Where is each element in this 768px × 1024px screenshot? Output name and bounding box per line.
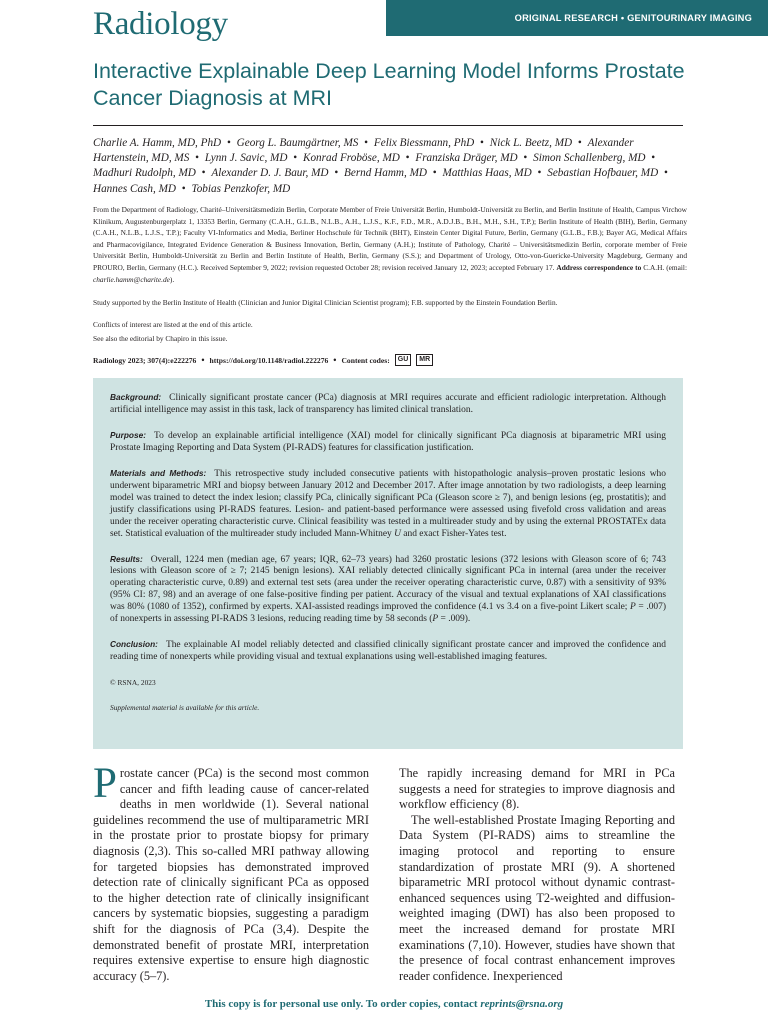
author-name: Madhuri Rudolph, MD bbox=[93, 167, 196, 180]
author-separator: • bbox=[198, 167, 209, 180]
abstract-text: = .009). bbox=[438, 614, 471, 625]
footer-text: This copy is for personal use only. To order copies, contact bbox=[204, 998, 481, 1010]
author-separator: • bbox=[648, 152, 656, 165]
abstract-text: This retrospective study included consecutive patients with histopathologic analysis–proven prostatic lesions who underwent biparametric MRI and biopsy between January 2012 and December 2017. After image annotation by two radiologists, a deep learning model was trained to detect the index lesion; classify PCa, clinically significant PCa (Gleason score ≥ 7), and benign lesions (eg, prostatitis); and justify classifications using PI-RADS features. Lesion- and patient-based performance were assessed using fivefold cross validation and areas under the receiver operating characteristic curve. Clinical feasibility was tested in a multireader study and by using the external PROSTATEx data set. Statistical evaluation of the multireader study included Mann-Whitney bbox=[110, 468, 666, 539]
affiliations bbox=[93, 204, 687, 285]
author-name: Georg L. Baumgärtner, MS bbox=[236, 137, 359, 149]
author-name: Alexander D. J. Baur, MD bbox=[211, 167, 329, 180]
bullet-separator: • bbox=[201, 354, 205, 365]
abstract-text: U bbox=[394, 528, 401, 539]
author-name: Lynn J. Savic, MD bbox=[204, 152, 288, 165]
author-name: Matthias Haas, MD bbox=[442, 167, 532, 180]
citation-doi[interactable]: https://doi.org/10.1148/radiol.222276 bbox=[209, 355, 329, 365]
body-column-left bbox=[93, 760, 369, 984]
author-separator: • bbox=[661, 167, 668, 180]
author-separator: • bbox=[224, 137, 234, 149]
abstract-purpose bbox=[110, 430, 666, 455]
author-name: Konrad Froböse, MD bbox=[302, 152, 400, 165]
author-separator: • bbox=[477, 137, 487, 149]
section-banner: ORIGINAL RESEARCH • GENITOURINARY IMAGING bbox=[386, 0, 768, 36]
author-separator: • bbox=[290, 152, 300, 165]
body-paragraph bbox=[93, 760, 369, 984]
abstract-methods bbox=[110, 468, 666, 541]
author-name: Alexander Hartenstein, MD, MS bbox=[93, 137, 634, 165]
body-column-right bbox=[399, 766, 675, 984]
abstract-heading: Purpose: bbox=[110, 429, 146, 440]
abstract-heading: Conclusion: bbox=[110, 639, 158, 650]
abstract-text: The explainable AI model reliably detected and classified clinically significant prostate cancer and improved the confidence and reading time of nonexperts while providing visual and textual explanations using well-established imaging features. bbox=[110, 640, 666, 663]
author-separator: • bbox=[331, 167, 342, 180]
author-name: Charlie A. Hamm, MD, PhD bbox=[93, 137, 222, 149]
author-name: Franziska Dräger, MD bbox=[415, 152, 518, 165]
conflicts-note: Conflicts of interest are listed at the end of this article. bbox=[93, 320, 253, 329]
affiliation-text: From the Department of Radiology, Charité–Universitätsmedizin Berlin, Corporate Member of Freie Universität Berlin, Humboldt-Universität zu Berlin, and Berlin Institute of Health, Campus Virchow Klinikum, Augustenburgerplatz 1, 13353 Berlin, Germany (C.A.H., G.L.B., N.L.B., A.H., L.J.S., K.F., F.D., M.R., A.D.J.B., B.H., M.H., S.H., T.P.); Berlin Institute of Health (BIH), Berlin, Germany (C.A.H., N.L.B., L.J.S., T.P.); Faculty VI-Informatics and Media, Berliner Hochschule für Technik (BHT), Einstein Center Digital Future, Berlin, Germany (G.L.B., F.B.); Bayer AG, Medical Affairs and Pharmacovigilance, Integrated Evidence Generation & Business Innovation, Berlin, Germany (A.H.); Institute of Pathology, Charité – Universitätsmedizin Berlin, corporate member of Freie Universität Berlin, Humboldt-Universität zu Berlin and Berlin Institute of Health, Berlin, Germany (S.S.); and Department of Urology, Otto-von-Guericke-University Magdeburg, Germany and PROURO, Berlin, Germany (H.C.). Received September 9, 2022; revision requested October 28; revision received January 12, 2023; accepted February 17. bbox=[93, 205, 687, 272]
abstract-results bbox=[110, 554, 666, 627]
abstract-text: and exact Fisher-Yates test. bbox=[400, 528, 507, 539]
author-name: Tobias Penzkofer, MD bbox=[191, 182, 291, 195]
author-separator: • bbox=[361, 137, 371, 149]
abstract-text: To develop an explainable artificial intelligence (XAI) model for clinically significant PCa diagnosis at biparametric MRI using Prostate Imaging Reporting and Data System (PI-RADS) features for classification justification. bbox=[110, 430, 666, 453]
abstract-heading: Results: bbox=[110, 553, 143, 564]
copyright: © RSNA, 2023 bbox=[110, 678, 156, 688]
author-name: Bernd Hamm, MD bbox=[344, 167, 427, 180]
content-code-badge: MR bbox=[416, 354, 433, 366]
support-note: Study supported by the Berlin Institute of Health (Clinician and Junior Digital Clinician Scientist program); F.B. supported by the Einstein Foundation Berlin. bbox=[93, 298, 558, 307]
correspondence-name: C.A.H. (email: bbox=[641, 262, 687, 272]
abstract-background bbox=[110, 392, 666, 417]
abstract-text: = .007) of nonexperts in assessing PI-RADS 3 lesions, reducing reading time by 58 seconds ( bbox=[110, 602, 666, 625]
abstract-text: P bbox=[432, 614, 439, 625]
supplemental-note: Supplemental material is available for this article. bbox=[110, 703, 260, 713]
abstract-heading: Background: bbox=[110, 392, 162, 402]
author-name: Hannes Cash, MD bbox=[93, 182, 176, 195]
author-separator: • bbox=[178, 182, 189, 195]
citation-line bbox=[93, 354, 687, 366]
article-title: Interactive Explainable Deep Learning Model Informs Prostate Cancer Diagnosis at MRI bbox=[93, 59, 685, 110]
abstract-text: Clinically significant prostate cancer (PCa) diagnosis at MRI requires accurate and efficient radiologic interpretation. Although artificial intelligence may assist in this task, lack of transparency has limited clinical translation. bbox=[110, 393, 666, 415]
body-paragraph: The rapidly increasing demand for MRI in PCa suggests a need for strategies to improve diagnosis and workflow efficiency (8). bbox=[399, 766, 675, 812]
abstract-text: P bbox=[630, 602, 636, 613]
author-list bbox=[93, 136, 688, 197]
author-separator: • bbox=[520, 152, 531, 165]
journal-name: Radiology bbox=[93, 6, 228, 42]
author-name: Sebastian Hofbauer, MD bbox=[547, 167, 659, 180]
author-separator: • bbox=[575, 137, 585, 149]
drop-cap: P bbox=[93, 760, 117, 807]
citation-ref: Radiology 2023; 307(4):e222276 bbox=[93, 355, 197, 365]
bullet-separator: • bbox=[333, 354, 337, 365]
author-separator: • bbox=[534, 167, 545, 180]
title-rule bbox=[93, 125, 683, 126]
author-separator: • bbox=[430, 167, 440, 180]
reprints-email[interactable]: reprints@rsna.org bbox=[480, 998, 564, 1010]
abstract-conclusion bbox=[110, 639, 666, 664]
author-name: Simon Schallenberg, MD bbox=[533, 152, 646, 165]
content-code-badge: GU bbox=[395, 354, 412, 366]
body-paragraph: The well-established Prostate Imaging Reporting and Data System (PI-RADS) aims to streamline the imaging protocol and reporting to ensure standardization of prostate MRI (9). A shortened biparametric MRI protocol without dynamic contrast-enhanced sequences using T2-weighted and diffusion-weighted imaging (DWI) has also been proposed to meet the increased demand for prostate MRI examinations (7,10). However, studies have shown that the presence of focal contrast enhancement improves reader confidence. Inexperienced bbox=[399, 812, 675, 983]
author-separator: • bbox=[402, 152, 413, 165]
correspondence-end: ). bbox=[169, 274, 175, 284]
correspondence-label: Address correspondence to bbox=[556, 262, 642, 272]
author-separator: • bbox=[192, 152, 202, 165]
author-name: Nick L. Beetz, MD bbox=[489, 137, 573, 149]
editorial-note: See also the editorial by Chapiro in this issue. bbox=[93, 334, 228, 343]
correspondence-email[interactable]: charlie.hamm@charite.de bbox=[93, 274, 170, 284]
abstract-box bbox=[93, 378, 683, 749]
content-codes-label: Content codes: bbox=[341, 355, 390, 365]
abstract-heading: Materials and Methods: bbox=[110, 467, 207, 478]
abstract-text: Overall, 1224 men (median age, 67 years; IQR, 62–73 years) had 3260 prostatic lesions (372 lesions with Gleason score of 6; 743 lesions with Gleason score of ≥ 7; 2145 benign lesions). XAI reliably detected clinically significant PCa in internal (area under the receiver operating characteristic curve, 0.89) and external test sets (area under the receiver operating characteristic curve, 0.87) with a sensitivity of 93% (95% CI: 87, 98) and an average of one false-positive finding per patient. Accuracy of the visual and textual explanations of XAI classifications was 80% (1080 of 1352), confirmed by experts. XAI-assisted readings improved the confidence (4.1 vs 3.4 on a five-point Likert scale; bbox=[110, 554, 666, 613]
body-text: rostate cancer (PCa) is the second most common cancer and fifth leading cause of cancer-related deaths in men worldwide (1). Several national guidelines recommend the use of multiparametric MRI in the prostate prior to prostate biopsy for primary diagnosis (2,3). This so-called MRI pathway allowing for targeted biopsies has demonstrated improved detection rate of clinically significant PCa as opposed to the higher detection rate of clinically insignificant cancers by systematic biopsies, suggesting a paradigm shift for the diagnosis of PCa (3,4). Despite the demonstrated benefit of prostate MRI, interpretation requires extensive expertise to ensure high diagnostic accuracy (5–7). bbox=[93, 766, 369, 983]
footer-notice bbox=[0, 998, 768, 1010]
author-name: Felix Biessmann, PhD bbox=[373, 137, 475, 149]
